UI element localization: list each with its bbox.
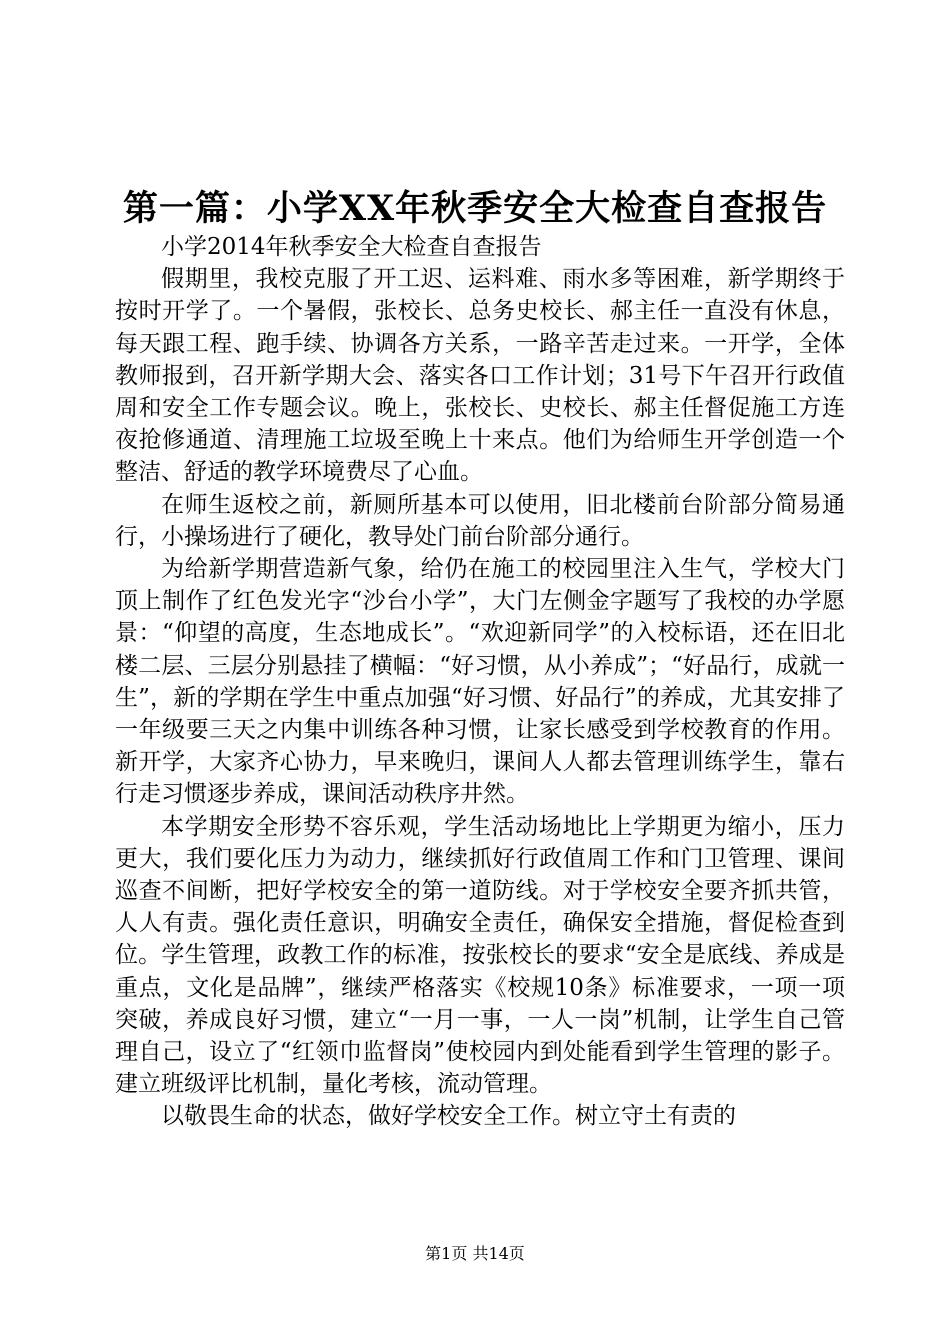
paragraph: 为给新学期营造新气象，给仍在施工的校园里注入生气，学校大门顶上制作了红色发光字“沙台小学”，大门左侧金字题写了我校的办学愿景：“仰望的高度，生态地成长”。“欢迎新同学”的入校标语，还在旧北楼二层、三层分别悬挂了横幅：“好习惯，从小养成”；“好品行，成就一生”，新的学期在学生中重点加强“好习惯、好品行”的养成，尤其安排了一年级要三天之内集中训练各种习惯，让家长感受到学校教育的作用。新开学，大家齐心协力，早来晚归，课间人人都去管理训练学生，靠右行走习惯逐步养成，课间活动秩序井然。 xyxy=(115,556,845,808)
paragraph: 本学期安全形势不容乐观，学生活动场地比上学期更为缩小，压力更大，我们要化压力为动力，继续抓好行政值周工作和门卫管理、课间巡查不间断，把好学校安全的第一道防线。对于学校安全要齐抓共管，人人有责。强化责任意识，明确安全责任，确保安全措施，督促检查到位。学生管理，政教工作的标准，按张校长的要求“安全是底线、养成是重点，文化是品牌”，继续严格落实《校规10条》标准要求，一项一项突破，养成良好习惯，建立“一月一事，一人一岗”机制，让学生自己管理自己，设立了“红领巾监督岗”使校园内到处能看到学生管理的影子。建立班级评比机制，量化考核，流动管理。 xyxy=(115,813,845,1098)
document-title: 第一篇：小学XX年秋季安全大检查自查报告 xyxy=(122,188,828,229)
paragraph: 以敬畏生命的状态，做好学校安全工作。树立守土有责的 xyxy=(161,1103,736,1130)
document-body xyxy=(115,231,845,1133)
paragraph-subtitle: 小学2014年秋季安全大检查自查报告 xyxy=(161,234,542,260)
page-number-footer: 第1页 共14页 xyxy=(425,1244,525,1263)
paragraph: 假期里，我校克服了开工迟、运料难、雨水多等困难，新学期终于按时开学了。一个暑假，张校长、总务史校长、郝主任一直没有休息，每天跟工程、跑手续、协调各方关系，一路辛苦走过来。一开学，全体教师报到，召开新学期大会、落实各口工作计划；31号下午召开行政值周和安全工作专题会议。晚上，张校长、史校长、郝主任督促施工方连夜抢修通道、清理施工垃圾至晚上十来点。他们为给师生开学创造一个整洁、舒适的教学环境费尽了心血。 xyxy=(115,266,845,486)
paragraph: 在师生返校之前，新厕所基本可以使用，旧北楼前台阶部分简易通行，小操场进行了硬化，教导处门前台阶部分通行。 xyxy=(115,491,845,550)
